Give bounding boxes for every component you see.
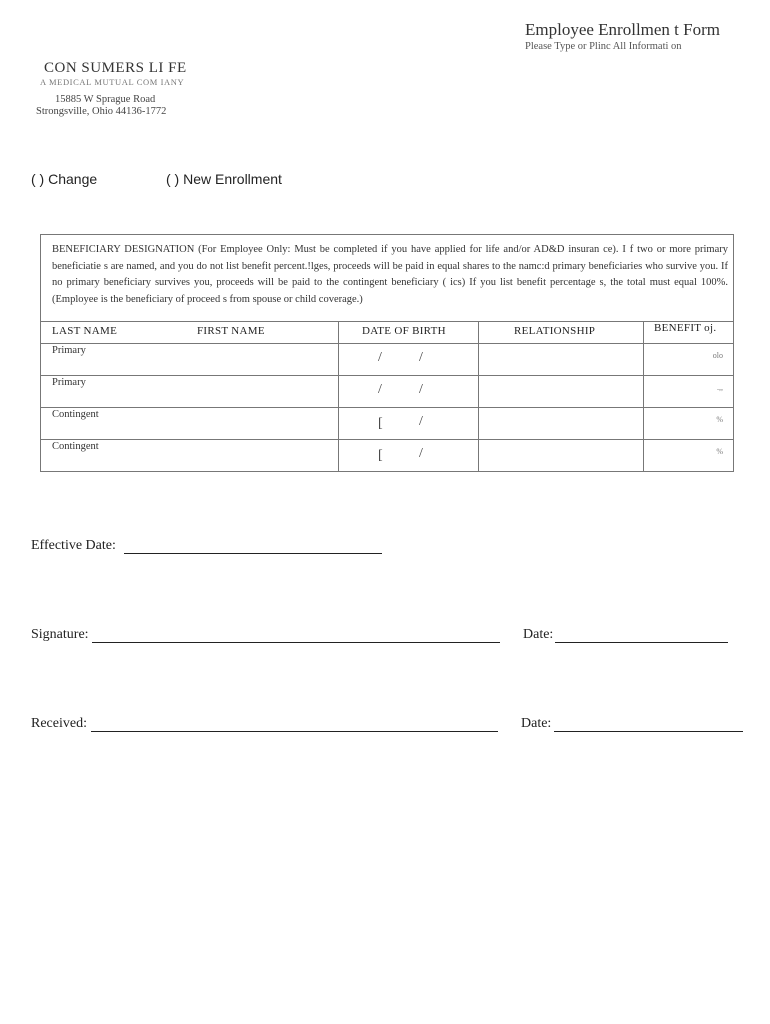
benefit-percent-sign: olo bbox=[712, 351, 723, 360]
signature-field[interactable] bbox=[92, 642, 500, 643]
row-type-label: Contingent bbox=[52, 409, 99, 420]
beneficiary-table-header bbox=[41, 321, 733, 343]
benefit-percent-sign: .,, bbox=[717, 383, 723, 392]
effective-date-field[interactable] bbox=[124, 553, 382, 554]
received-label: Received: bbox=[31, 716, 87, 731]
change-checkbox[interactable]: ( ) Change bbox=[31, 171, 98, 187]
benefit-percent-sign: % bbox=[716, 415, 723, 424]
column-relationship: RELATIONSHIP bbox=[514, 325, 596, 337]
received-field[interactable] bbox=[91, 731, 498, 732]
dob-day-separator: / bbox=[419, 446, 423, 461]
form-subtitle: Please Type or Plinc All Informati on bbox=[525, 41, 682, 52]
received-date-field[interactable] bbox=[554, 731, 743, 732]
beneficiary-row-primary-1[interactable] bbox=[41, 343, 733, 375]
column-benefit: BENEFIT oj. bbox=[654, 322, 717, 334]
form-title: Employee Enrollmen t Form bbox=[525, 20, 720, 39]
beneficiary-row-contingent-2[interactable] bbox=[41, 439, 733, 472]
beneficiary-instructions: BENEFICIARY DESIGNATION (For Employee Only: Must be completed if you have applied for life and/or AD&D insuran ce). I f two or more primary beneficiatie s are named, and you do not list benefit percent.!lges, proceeds will be paid in equal shares to the namc:d primary beneficiaries who survive you. If no primary beneficiary survives you, proceeds will be paid to the contingent beneficiary ( ics) If you list benefit percentage s, the total must equal 100%. (Employee is the beneficiary of proceed s from spouse or child coverage.) bbox=[52, 244, 728, 305]
dob-month-separator: / bbox=[378, 350, 382, 365]
benefit-percent-sign: % bbox=[716, 447, 723, 456]
signature-date-field[interactable] bbox=[555, 642, 728, 643]
beneficiary-row-primary-2[interactable] bbox=[41, 375, 733, 407]
received-date-label: Date: bbox=[521, 716, 552, 731]
dob-month-separator: [ bbox=[378, 448, 383, 463]
dob-month-separator: [ bbox=[378, 416, 383, 431]
column-first-name: FIRST NAME bbox=[197, 325, 265, 337]
beneficiary-designation-section bbox=[40, 234, 734, 472]
column-date-of-birth: DATE OF BIRTH bbox=[362, 325, 446, 337]
dob-month-separator: / bbox=[378, 382, 382, 397]
dob-day-separator: / bbox=[419, 414, 423, 429]
row-type-label: Contingent bbox=[52, 441, 99, 452]
dob-day-separator: / bbox=[419, 382, 423, 397]
signature-date-label: Date: bbox=[523, 627, 554, 642]
company-tagline: A MEDICAL MUTUAL COM IANY bbox=[40, 77, 185, 87]
beneficiary-row-contingent-1[interactable] bbox=[41, 407, 733, 439]
new-enrollment-checkbox[interactable]: ( ) New Enrollment bbox=[166, 171, 282, 187]
dob-day-separator: / bbox=[419, 350, 423, 365]
effective-date-label: Effective Date: bbox=[31, 538, 116, 553]
row-type-label: Primary bbox=[52, 345, 86, 356]
signature-label: Signature: bbox=[31, 627, 89, 642]
column-last-name: LAST NAME bbox=[52, 325, 118, 337]
company-name: CON SUMERS LI FE bbox=[44, 60, 187, 76]
row-type-label: Primary bbox=[52, 377, 86, 388]
company-address-line1: 15885 W Sprague Road bbox=[55, 94, 156, 105]
company-address-line2: Strongsville, Ohio 44136-1772 bbox=[36, 106, 167, 117]
